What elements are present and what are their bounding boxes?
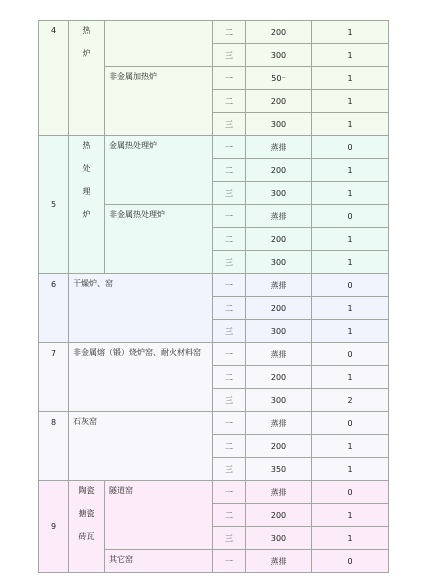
table-row: [39, 274, 389, 297]
value-cell: 300: [246, 44, 312, 67]
count-cell: 1: [312, 297, 389, 320]
type-cell: 隧道窑: [105, 481, 213, 550]
value-cell: 200: [246, 159, 312, 182]
count-cell: 0: [312, 550, 389, 573]
level-cell: 三: [213, 389, 246, 412]
count-cell: 0: [312, 205, 389, 228]
type-cell: 非金属熔（锻）烧炉窑、耐火材料窑: [69, 343, 213, 412]
category-char: 理: [82, 187, 91, 196]
table-row: [39, 136, 389, 159]
value-cell: 200: [246, 366, 312, 389]
table-row: [39, 343, 389, 366]
value-cell: 蒸排: [246, 205, 312, 228]
level-cell: 三: [213, 458, 246, 481]
value-cell: 300: [246, 320, 312, 343]
category-text: 搪瓷: [78, 509, 95, 518]
count-cell: 1: [312, 228, 389, 251]
level-cell: 一: [213, 136, 246, 159]
category-text: 陶瓷: [78, 486, 95, 495]
value-cell: 50⁻: [246, 67, 312, 90]
count-cell: 1: [312, 67, 389, 90]
value-cell: 蒸排: [246, 136, 312, 159]
level-cell: 三: [213, 251, 246, 274]
row-number: 5: [39, 136, 69, 274]
count-cell: 1: [312, 251, 389, 274]
count-cell: 1: [312, 21, 389, 44]
value-cell: 200: [246, 228, 312, 251]
table-row: [39, 412, 389, 435]
type-cell: 其它窑: [105, 550, 213, 573]
level-cell: 三: [213, 182, 246, 205]
value-cell: 300: [246, 527, 312, 550]
count-cell: 1: [312, 458, 389, 481]
count-cell: 1: [312, 320, 389, 343]
type-cell: 非金属加热炉: [105, 67, 213, 136]
type-cell: 非金属热处理炉: [105, 205, 213, 274]
level-cell: 二: [213, 159, 246, 182]
level-cell: 二: [213, 90, 246, 113]
value-cell: 300: [246, 182, 312, 205]
row-number: 6: [39, 274, 69, 343]
count-cell: 1: [312, 113, 389, 136]
count-cell: 1: [312, 504, 389, 527]
count-cell: 1: [312, 366, 389, 389]
count-cell: 1: [312, 527, 389, 550]
category-cell: [69, 481, 105, 573]
category-char: 处: [82, 164, 91, 173]
value-cell: 200: [246, 435, 312, 458]
value-cell: 300: [246, 251, 312, 274]
level-cell: 一: [213, 550, 246, 573]
standards-table: [38, 20, 389, 573]
level-cell: 二: [213, 504, 246, 527]
count-cell: 0: [312, 412, 389, 435]
count-cell: 0: [312, 481, 389, 504]
level-cell: 一: [213, 343, 246, 366]
type-cell: 金属热处理炉: [105, 136, 213, 205]
count-cell: 1: [312, 44, 389, 67]
count-cell: 1: [312, 182, 389, 205]
level-cell: 三: [213, 320, 246, 343]
value-cell: 蒸排: [246, 481, 312, 504]
count-cell: 1: [312, 159, 389, 182]
level-cell: 二: [213, 435, 246, 458]
count-cell: 1: [312, 435, 389, 458]
row-number: 8: [39, 412, 69, 481]
value-cell: 200: [246, 21, 312, 44]
level-cell: 三: [213, 113, 246, 136]
category-char: 炉: [82, 210, 91, 219]
level-cell: 一: [213, 481, 246, 504]
type-cell: 石灰窑: [69, 412, 213, 481]
row-number: 9: [39, 481, 69, 573]
table-row: [39, 481, 389, 504]
category-text: 砖瓦: [78, 532, 95, 541]
row-number: 4: [39, 21, 69, 136]
type-cell: 干燥炉、窑: [69, 274, 213, 343]
category-char: 热: [82, 141, 91, 150]
level-cell: 三: [213, 44, 246, 67]
count-cell: 0: [312, 136, 389, 159]
level-cell: 二: [213, 297, 246, 320]
count-cell: 1: [312, 90, 389, 113]
value-cell: 蒸排: [246, 343, 312, 366]
value-cell: 200: [246, 90, 312, 113]
value-cell: 蒸排: [246, 550, 312, 573]
value-cell: 350: [246, 458, 312, 481]
level-cell: 二: [213, 228, 246, 251]
type-cell-blank: [105, 21, 213, 67]
level-cell: 二: [213, 21, 246, 44]
level-cell: 一: [213, 412, 246, 435]
count-cell: 2: [312, 389, 389, 412]
category-char: 炉: [82, 49, 91, 58]
value-cell: 300: [246, 113, 312, 136]
category-cell: [69, 21, 105, 136]
value-cell: 蒸排: [246, 412, 312, 435]
level-cell: 三: [213, 527, 246, 550]
value-cell: 300: [246, 389, 312, 412]
value-cell: 200: [246, 297, 312, 320]
level-cell: 一: [213, 205, 246, 228]
level-cell: 二: [213, 366, 246, 389]
level-cell: 一: [213, 67, 246, 90]
table-row: [39, 21, 389, 44]
count-cell: 0: [312, 274, 389, 297]
value-cell: 200: [246, 504, 312, 527]
row-number: 7: [39, 343, 69, 412]
category-char: 热: [82, 26, 91, 35]
level-cell: 一: [213, 274, 246, 297]
value-cell: 蒸排: [246, 274, 312, 297]
category-cell: [69, 136, 105, 274]
count-cell: 0: [312, 343, 389, 366]
